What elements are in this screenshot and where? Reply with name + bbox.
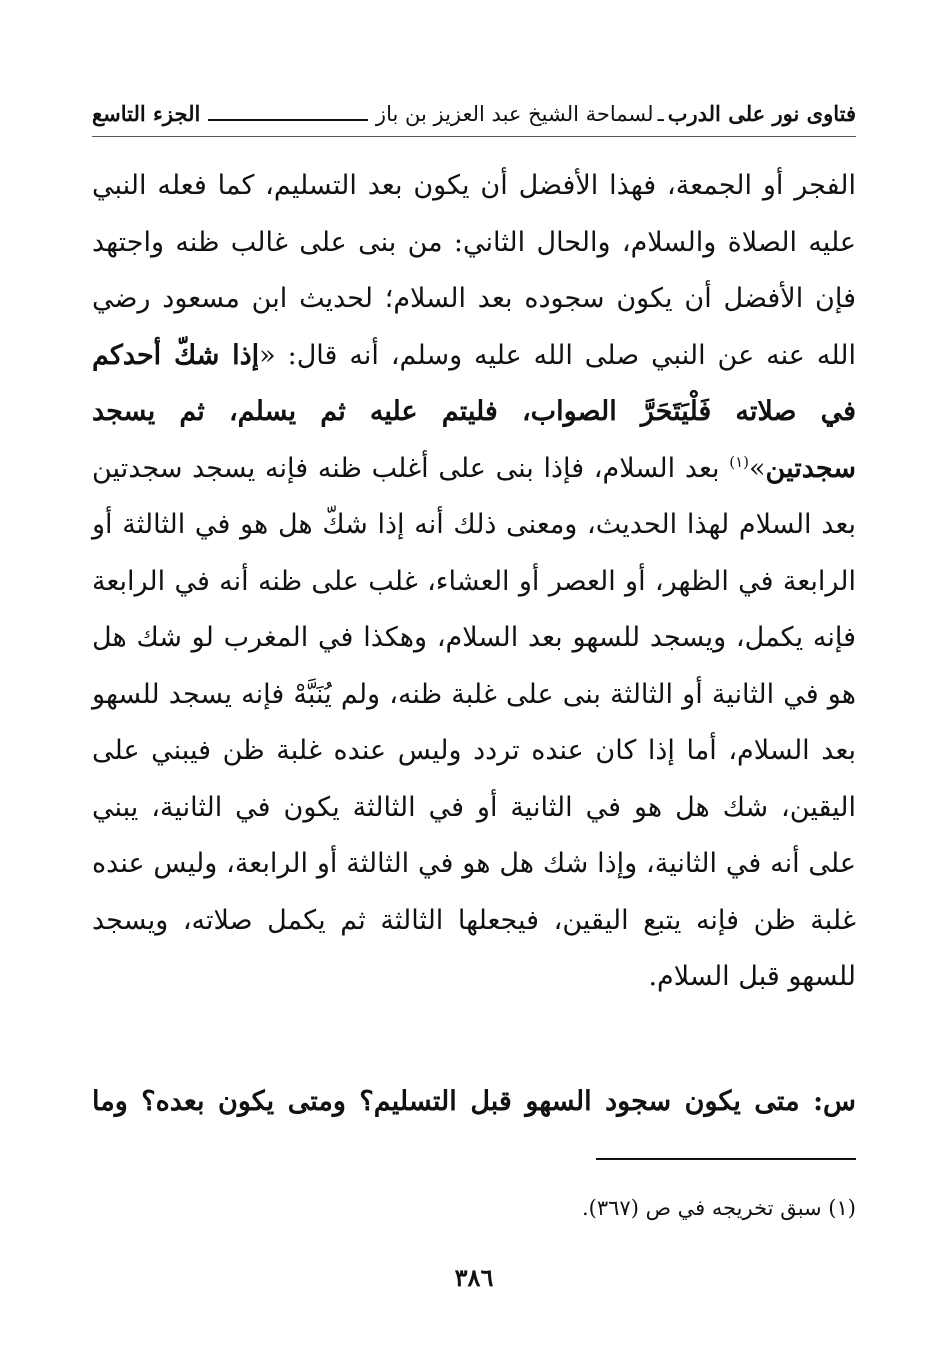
footnote: (١) سبق تخريجه في ص (٣٦٧). [582,1196,856,1220]
header-separator: ـ [657,102,664,126]
paragraph-continuation: بعد السلام، فإذا بنى على أغلب ظنه فإنه يسجد سجدتين بعد السلام لهذا الحديث، ومعنى ذلك أنه إذا شكّ هل هو في الثالثة أو الرابعة في الظهر، أو العصر أو العشاء، غلب على ظنه أنه في الرابعة فإنه يكمل، ويسجد للسهو بعد السلام، وهكذا في المغرب لو شك هل هو في الثانية أو الثالثة بنى على غلبة ظنه، ولم يُنَبَّهْ فإنه يسجد للسهو بعد السلام، أما إذا كان عنده تردد وليس عنده غلبة ظن فيبني على اليقين، شك هل هو في الثانية أو في الثالثة يكون في الثانية، يبني على أنه في الثانية، وإذا شك هل هو في الثالثة أو الرابعة، وليس عنده غلبة ظن فإنه يتبع اليقين، فيجعلها الثالثة ثم يكمل صلاته، ويسجد للسهو قبل السلام. [92,452,856,992]
paragraph-intro: الفجر أو الجمعة، فهذا الأفضل أن يكون بعد التسليم، كما فعله النبي عليه الصلاة والسلام، والحال الثاني: من بنى على غالب ظنه واجتهد فإن الأفضل أن يكون سجوده بعد السلام؛ لحديث ابن مسعود رضي الله عنه عن النبي صلى الله عليه وسلم، أنه قال: « [92,170,857,371]
header-divider [92,136,856,137]
question-line: س: متى يكون سجود السهو قبل التسليم؟ ومتى يكون بعده؟ وما [92,1086,856,1117]
paragraph [92,158,856,1006]
page-number: ٣٨٦ [454,1263,494,1292]
main-text [92,158,856,1006]
running-header [92,96,856,132]
header-rule [208,119,368,121]
footnote-reference[interactable]: (١) [729,452,750,471]
hadith-close: » [749,452,766,484]
header-author: لسماحة الشيخ عبد العزيز بن باز [375,102,654,126]
hadith-quote: إذا شكّ أحدكم في صلاته فَلْيَتَحَرَّ الصواب، فليتم عليه ثم يسلم، ثم يسجد سجدتين [92,339,856,484]
volume-label: الجزء التاسع [92,101,201,126]
footnote-divider [596,1158,856,1160]
book-title: فتاوى نور على الدرب [667,101,856,126]
